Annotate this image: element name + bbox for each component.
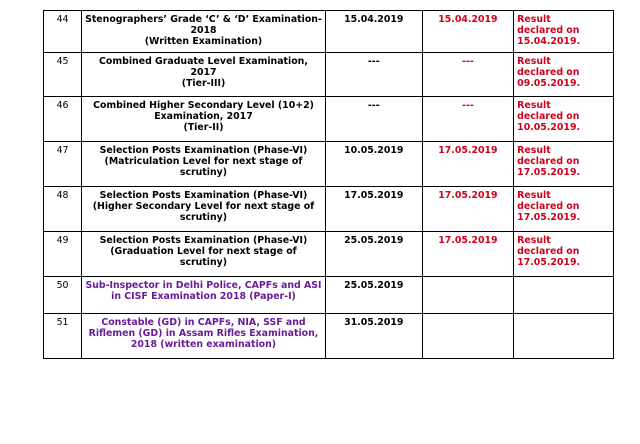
result-line: declared on <box>517 156 580 167</box>
exam-date: --- <box>325 53 422 97</box>
result-date: --- <box>422 97 514 142</box>
serial-number: 46 <box>44 97 82 142</box>
result-line: Result <box>517 100 551 111</box>
serial-number: 48 <box>44 187 82 232</box>
exam-name-line: (Higher Secondary Level for next stage of <box>92 201 315 212</box>
exam-schedule-table <box>43 10 614 359</box>
serial-number: 50 <box>44 277 82 314</box>
exam-name <box>82 11 326 53</box>
exam-date: 17.05.2019 <box>325 187 422 232</box>
result-line: 17.05.2019. <box>517 257 581 268</box>
table-row <box>44 187 614 232</box>
result-line: Result <box>517 235 551 246</box>
result-status <box>514 97 614 142</box>
result-date <box>422 314 514 359</box>
result-line: Result <box>517 190 551 201</box>
serial-number: 49 <box>44 232 82 277</box>
exam-name-line: Selection Posts Examination (Phase-VI) <box>99 145 308 156</box>
exam-date: --- <box>325 97 422 142</box>
exam-name <box>82 53 326 97</box>
exam-date: 25.05.2019 <box>325 277 422 314</box>
exam-name-line: Combined Higher Secondary Level (10+2) <box>93 100 314 111</box>
table-row <box>44 314 614 359</box>
serial-number: 51 <box>44 314 82 359</box>
result-date: 17.05.2019 <box>422 142 514 187</box>
result-line: 15.04.2019. <box>517 36 581 47</box>
serial-number: 45 <box>44 53 82 97</box>
result-line: Result <box>517 56 551 67</box>
exam-date: 25.05.2019 <box>325 232 422 277</box>
result-status <box>514 277 614 314</box>
result-line: Result <box>517 14 551 25</box>
exam-name <box>82 314 326 359</box>
result-line: Result <box>517 145 551 156</box>
table-row <box>44 277 614 314</box>
exam-name-line: (Graduation Level for next stage of scrutiny) <box>110 246 297 268</box>
exam-name-line: Constable (GD) in CAPFs, NIA, SSF and <box>101 317 306 328</box>
exam-name-line: Combined Graduate Level Examination, 2017 <box>99 56 308 78</box>
serial-number: 47 <box>44 142 82 187</box>
exam-name-line: Examination, 2017 <box>154 111 253 122</box>
table-row <box>44 97 614 142</box>
exam-name-line: scrutiny) <box>179 167 228 178</box>
exam-name-line: Stenographers’ Grade ‘C’ & ‘D’ Examination- <box>85 14 322 25</box>
exam-name-line: Selection Posts Examination (Phase-VI) <box>99 235 308 246</box>
table-row <box>44 11 614 53</box>
result-status <box>514 142 614 187</box>
result-line: 17.05.2019. <box>517 212 581 223</box>
exam-name-line: scrutiny) <box>179 212 228 223</box>
exam-name-line: 2018 <box>190 25 217 36</box>
result-status <box>514 11 614 53</box>
exam-name <box>82 142 326 187</box>
table-row <box>44 232 614 277</box>
result-line: declared on <box>517 67 580 78</box>
result-date: 17.05.2019 <box>422 232 514 277</box>
exam-name-line: in CISF Examination 2018 (Paper-I) <box>111 291 296 302</box>
exam-name <box>82 187 326 232</box>
table-row <box>44 142 614 187</box>
exam-name-line: Selection Posts Examination (Phase-VI) <box>99 190 308 201</box>
exam-name <box>82 232 326 277</box>
result-line: 10.05.2019. <box>517 122 581 133</box>
table-row <box>44 53 614 97</box>
exam-date: 31.05.2019 <box>325 314 422 359</box>
result-status <box>514 232 614 277</box>
result-line: declared on <box>517 201 580 212</box>
result-date: --- <box>422 53 514 97</box>
serial-number: 44 <box>44 11 82 53</box>
result-date: 17.05.2019 <box>422 187 514 232</box>
result-status <box>514 314 614 359</box>
result-line: declared on <box>517 246 580 257</box>
exam-name <box>82 97 326 142</box>
result-line: declared on <box>517 111 580 122</box>
exam-date: 10.05.2019 <box>325 142 422 187</box>
exam-name-line: (Tier-III) <box>181 78 226 89</box>
exam-date: 15.04.2019 <box>325 11 422 53</box>
result-status <box>514 53 614 97</box>
exam-name-line: (Tier-II) <box>183 122 224 133</box>
exam-name-line: Sub-Inspector in Delhi Police, CAPFs and ASI <box>85 280 322 291</box>
exam-name-line: Riflemen (GD) in Assam Rifles Examination, <box>88 328 319 339</box>
exam-name <box>82 277 326 314</box>
exam-name-line: 2018 (written examination) <box>130 339 277 350</box>
exam-name-line: (Written Examination) <box>144 36 263 47</box>
result-line: declared on <box>517 25 580 36</box>
exam-name-line: (Matriculation Level for next stage of <box>104 156 303 167</box>
result-line: 17.05.2019. <box>517 167 581 178</box>
result-line: 09.05.2019. <box>517 78 581 89</box>
result-status <box>514 187 614 232</box>
result-date <box>422 277 514 314</box>
result-date: 15.04.2019 <box>422 11 514 53</box>
